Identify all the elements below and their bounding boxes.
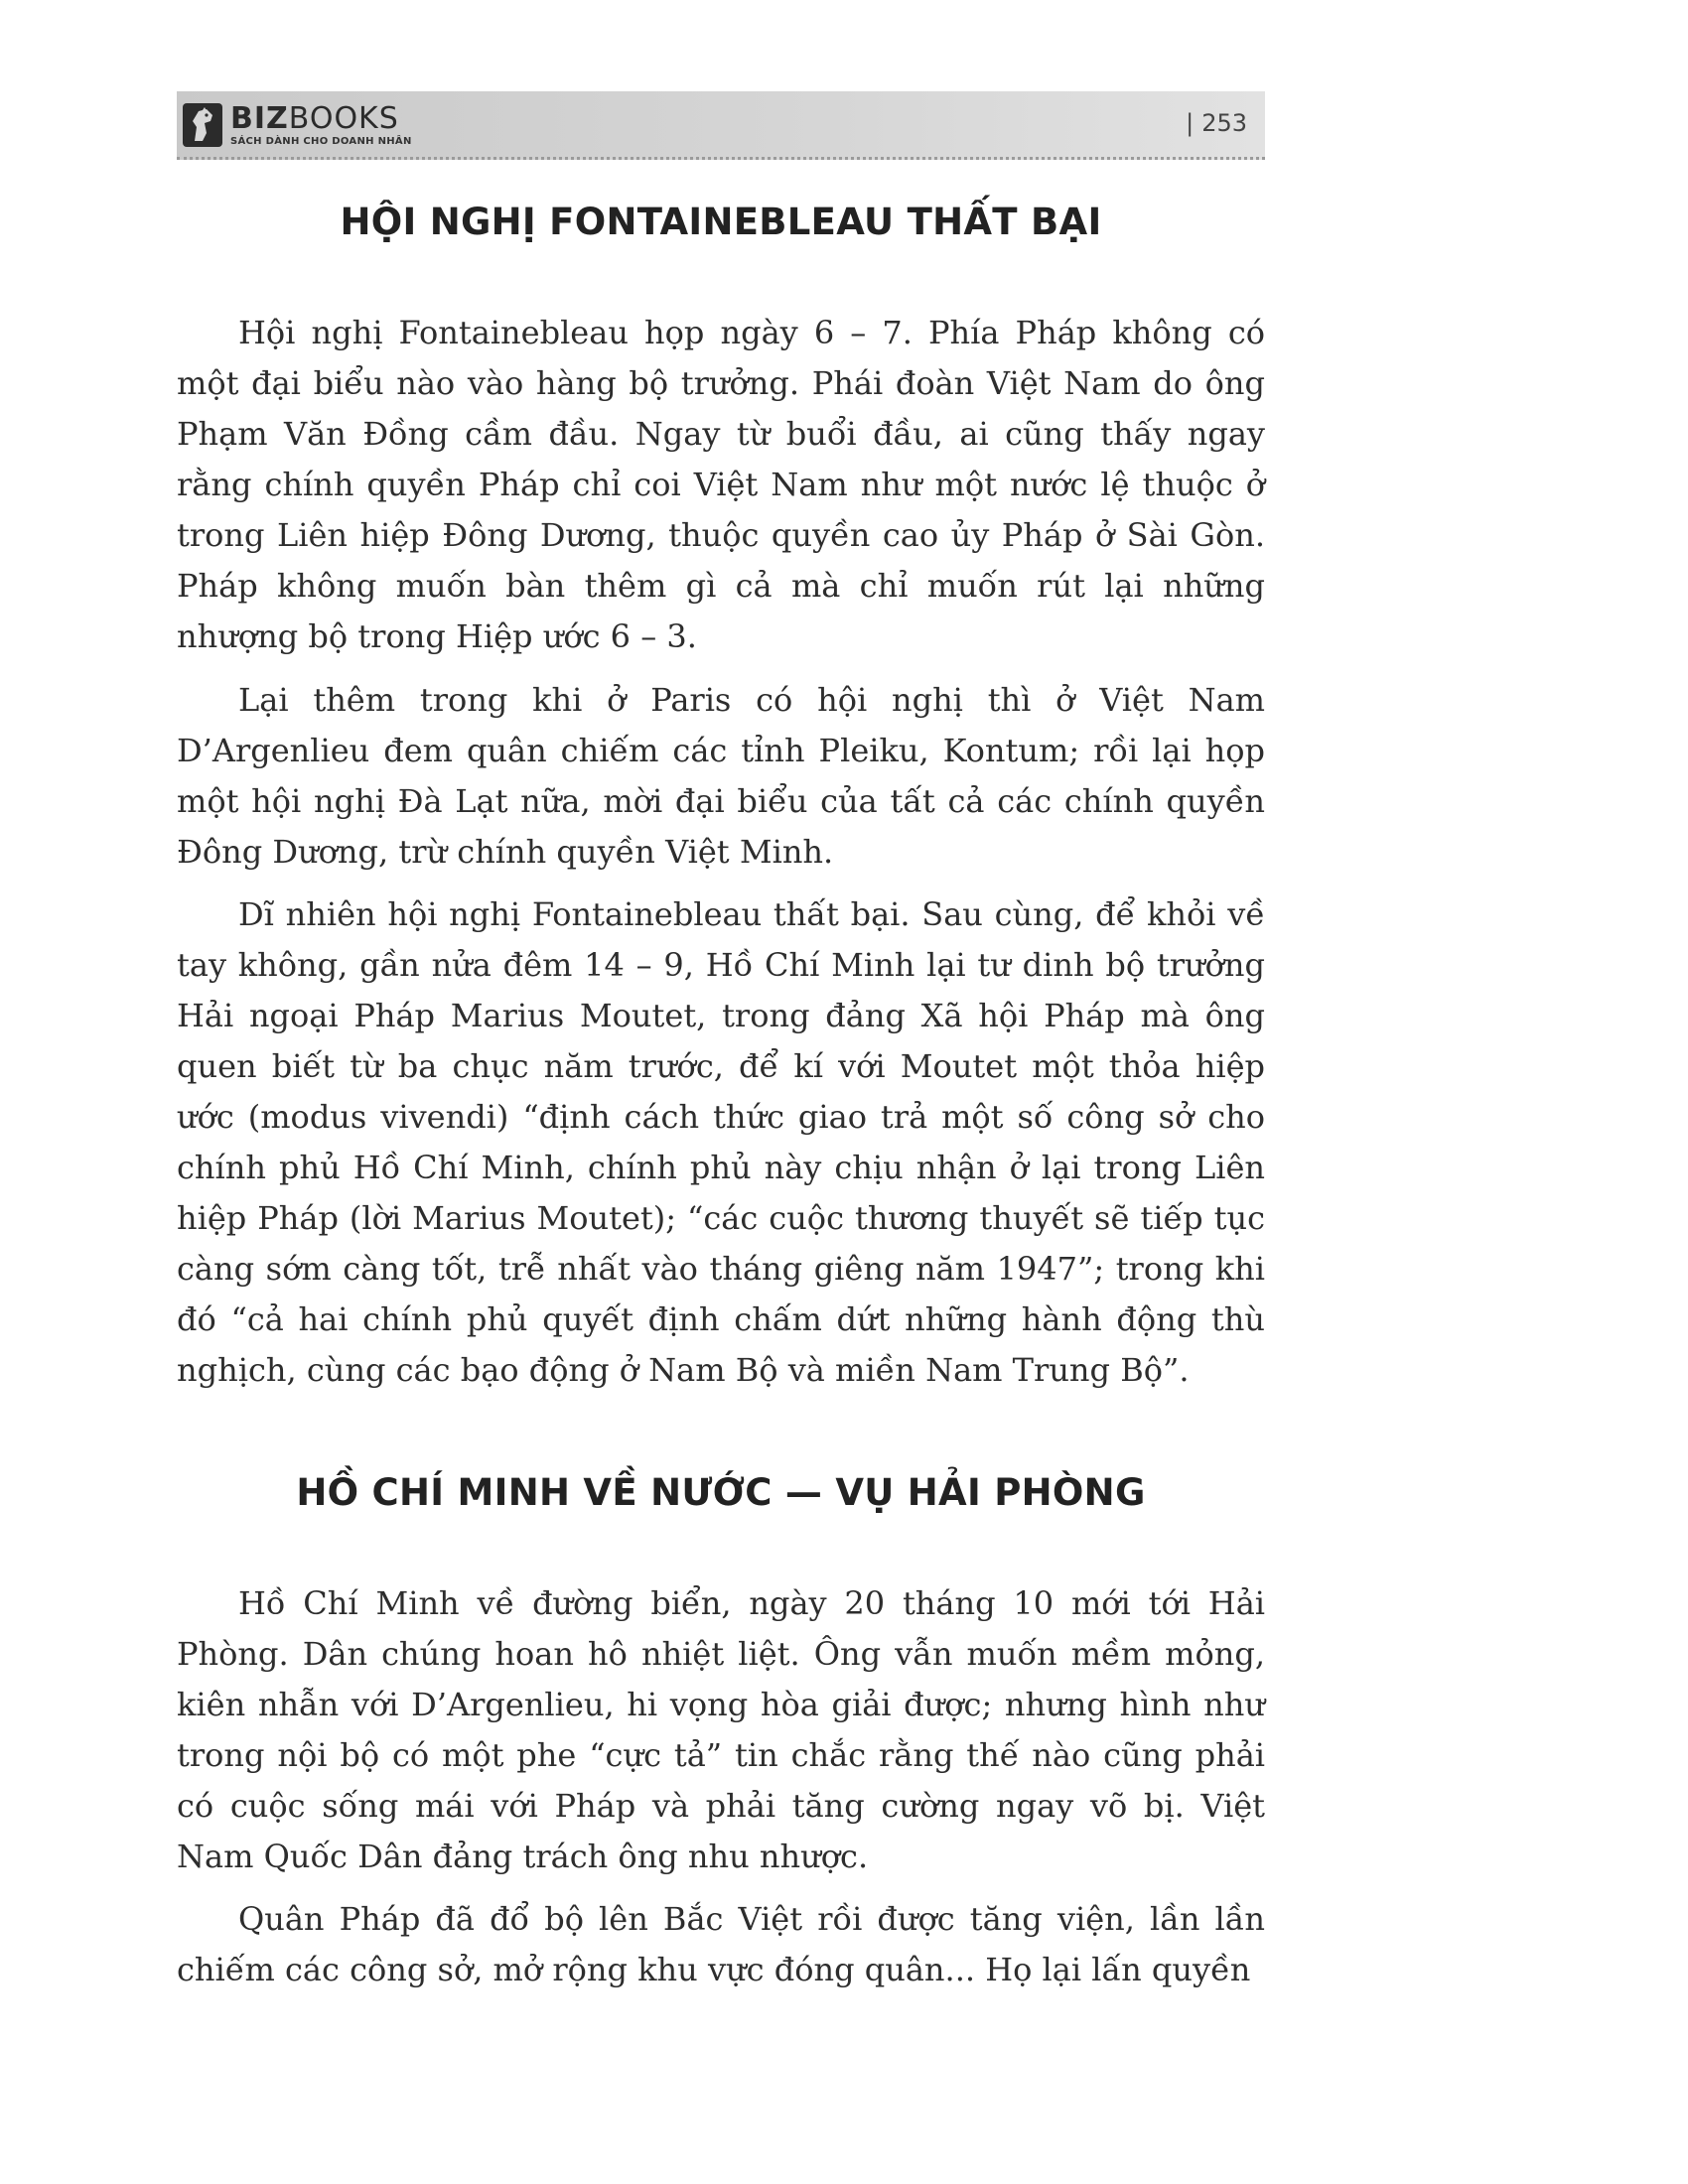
page-header [177, 91, 1265, 160]
brand-tagline: SÁCH DÀNH CHO DOANH NHÂN [230, 135, 412, 147]
paragraph: Lại thêm trong khi ở Paris có hội nghị thì ở Việt Nam D’Argenlieu đem quân chiếm các tỉnh Pleiku, Kontum; rồi lại họp một hội nghị Đà Lạt nữa, mời đại biểu của tất cả các chính quyền Đông Dương, trừ chính quyền Việt Minh. [177, 681, 1265, 871]
section-heading-haiphong: HỒ CHÍ MINH VỀ NƯỚC — VỤ HẢI PHÒNG [296, 1471, 1146, 1514]
paragraph: Hồ Chí Minh về đường biển, ngày 20 tháng 10 mới tới Hải Phòng. Dân chúng hoan hô nhiệt liệt. Ông vẫn muốn mềm mỏng, kiên nhẫn với D’Argenlieu, hi vọng hòa giải được; nhưng hình như trong nội bộ có một phe “cực tả” tin chắc rằng thế nào cũng phải có cuộc sống mái với Pháp và phải tăng cường ngay võ bị. Việt Nam Quốc Dân đảng trách ông nhu nhược. [177, 1584, 1265, 1875]
horse-head-icon [183, 103, 222, 147]
section-heading-fontainebleau: HỘI NGHỊ FONTAINEBLEAU THẤT BẠI [340, 201, 1102, 243]
paragraph: Hội nghị Fontainebleau họp ngày 6 – 7. Phía Pháp không có một đại biểu nào vào hàng bộ trưởng. Phái đoàn Việt Nam do ông Phạm Văn Đồng cầm đầu. Ngay từ buổi đầu, ai cũng thấy ngay rằng chính quyền Pháp chỉ coi Việt Nam như một nước lệ thuộc ở trong Liên hiệp Đông Dương, thuộc quyền cao ủy Pháp ở Sài Gòn. Pháp không muốn bàn thêm gì cả mà chỉ muốn rút lại những nhượng bộ trong Hiệp ước 6 – 3. [177, 314, 1265, 655]
paragraph: Quân Pháp đã đổ bộ lên Bắc Việt rồi được tăng viện, lần lần chiếm các công sở, mở rộng khu vực đóng quân... Họ lại lấn quyền [177, 1900, 1265, 1988]
paragraph: Dĩ nhiên hội nghị Fontainebleau thất bại. Sau cùng, để khỏi về tay không, gần nửa đêm 14 – 9, Hồ Chí Minh lại tư dinh bộ trưởng Hải ngoại Pháp Marius Moutet, trong đảng Xã hội Pháp mà ông quen biết từ ba chục năm trước, để kí với Moutet một thỏa hiệp ước (modus vivendi) “định cách thức giao trả một số công sở cho chính phủ Hồ Chí Minh, chính phủ này chịu nhận ở lại trong Liên hiệp Pháp (lời Marius Moutet); “các cuộc thương thuyết sẽ tiếp tục càng sớm càng tốt, trễ nhất vào tháng giêng năm 1947”; trong khi đó “cả hai chính phủ quyết định chấm dứt những hành động thù nghịch, cùng các bạo động ở Nam Bộ và miền Nam Trung Bộ”. [177, 895, 1265, 1389]
brand-name: BIZBOOKS [230, 100, 399, 136]
publisher-logo [183, 99, 412, 151]
page-number: | 253 [1186, 109, 1247, 137]
